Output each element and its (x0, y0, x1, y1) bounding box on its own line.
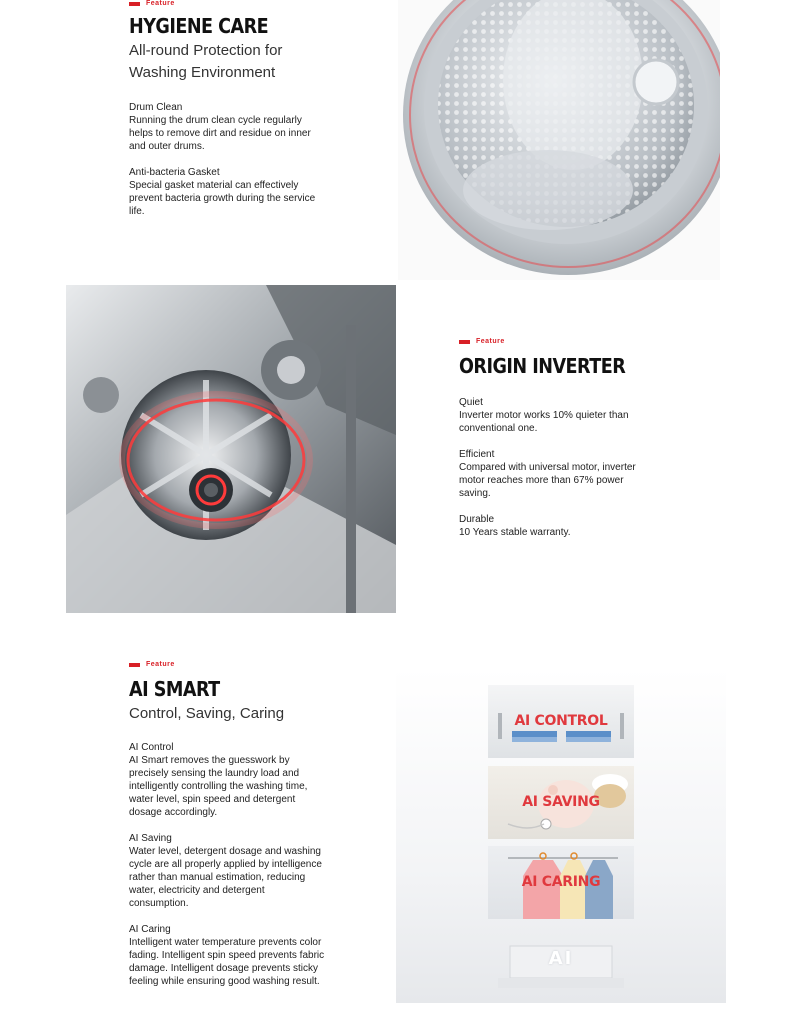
inverter-item (459, 513, 679, 539)
hygiene-item-line: Running the drum clean cycle regularly (129, 115, 302, 126)
inverter-item-line: saving. (459, 488, 491, 499)
inverter-item-heading: Efficient (459, 449, 495, 460)
ai-saving-card (488, 766, 634, 839)
drum-image (398, 0, 728, 280)
ai-control-card (488, 685, 634, 758)
feature-tag-label: Feature (146, 661, 175, 668)
ai-item-line: damage. Intelligent dosage prevents sticky (129, 963, 318, 974)
tag-bar (129, 663, 140, 667)
inverter-item-line: conventional one. (459, 423, 538, 434)
hygiene-item (129, 101, 349, 153)
ai-item-line: dosage accordingly. (129, 807, 218, 818)
tag-bar (459, 340, 470, 344)
hygiene-subtitle-line: Washing Environment (129, 64, 276, 81)
inverter-title: ORIGIN INVERTER (459, 354, 626, 378)
ai-item-line: cycle are all properly applied by intelligence (129, 859, 322, 870)
hygiene-subtitle (129, 40, 282, 84)
ai-chip-label: AI (548, 948, 574, 969)
ai-item-heading: AI Saving (129, 833, 172, 844)
hygiene-item (129, 166, 349, 218)
ai-body (129, 741, 349, 1001)
ai-item-line: precisely sensing the laundry load and (129, 768, 300, 779)
ai-item (129, 923, 349, 988)
ai-item (129, 832, 349, 910)
ai-item-line: Intelligent water temperature prevents color (129, 937, 322, 948)
inverter-item-heading: Durable (459, 514, 495, 525)
hygiene-item-line: life. (129, 206, 145, 217)
hygiene-item-heading: Anti-bacteria Gasket (129, 167, 220, 178)
ai-item-line: fading. Intelligent spin speed prevents fabric (129, 950, 325, 961)
inverter-item (459, 448, 679, 500)
inverter-item-line: Inverter motor works 10% quieter than (459, 410, 629, 421)
inverter-item-line: Compared with universal motor, inverter (459, 462, 636, 473)
ai-item-line: water, electricity and detergent (129, 885, 265, 896)
ai-illustration (396, 668, 726, 1003)
ai-item-line: water level, spin speed and detergent (129, 794, 296, 805)
ai-item-line: feeling while ensuring good washing result. (129, 976, 320, 987)
feature-tag-label: Feature (146, 0, 175, 7)
hygiene-item-line: Special gasket material can effectively (129, 180, 299, 191)
ai-item-line: rather than manual estimation, reducing (129, 872, 306, 883)
ai-subtitle: Control, Saving, Caring (129, 705, 285, 722)
ai-title: AI SMART (129, 677, 220, 701)
ai-item (129, 741, 349, 819)
ai-saving-label: AI SAVING (522, 794, 600, 810)
hygiene-subtitle-line: All-round Protection for (129, 42, 283, 59)
ai-caring-label: AI CARING (521, 874, 601, 890)
ai-item-heading: AI Control (129, 742, 174, 753)
hygiene-body (129, 101, 349, 231)
feature-tag (129, 661, 175, 668)
feature-tag (459, 338, 505, 345)
hygiene-item-line: helps to remove dirt and residue on inner (129, 128, 311, 139)
motor-image (66, 285, 396, 613)
inverter-item-line: motor reaches more than 67% power (459, 475, 624, 486)
ai-caring-card (488, 846, 634, 919)
hygiene-item-line: and outer drums. (129, 141, 205, 152)
tag-bar (129, 2, 140, 6)
hygiene-item-heading: Drum Clean (129, 102, 183, 113)
inverter-item-line: 10 Years stable warranty. (459, 527, 571, 538)
ai-item-line: intelligently controlling the washing time, (129, 781, 308, 792)
ai-control-label: AI CONTROL (514, 713, 608, 729)
ai-item-line: consumption. (129, 898, 189, 909)
ai-item-heading: AI Caring (129, 924, 171, 935)
inverter-item (459, 396, 679, 435)
ai-item-line: AI Smart removes the guesswork by (129, 755, 290, 766)
hygiene-item-line: prevent bacteria growth during the service (129, 193, 316, 204)
hygiene-title: HYGIENE CARE (129, 14, 269, 38)
feature-tag-label: Feature (476, 338, 505, 345)
feature-tag (129, 0, 175, 7)
ai-item-line: Water level, detergent dosage and washing (129, 846, 321, 857)
inverter-item-heading: Quiet (459, 397, 483, 408)
inverter-body (459, 396, 679, 552)
